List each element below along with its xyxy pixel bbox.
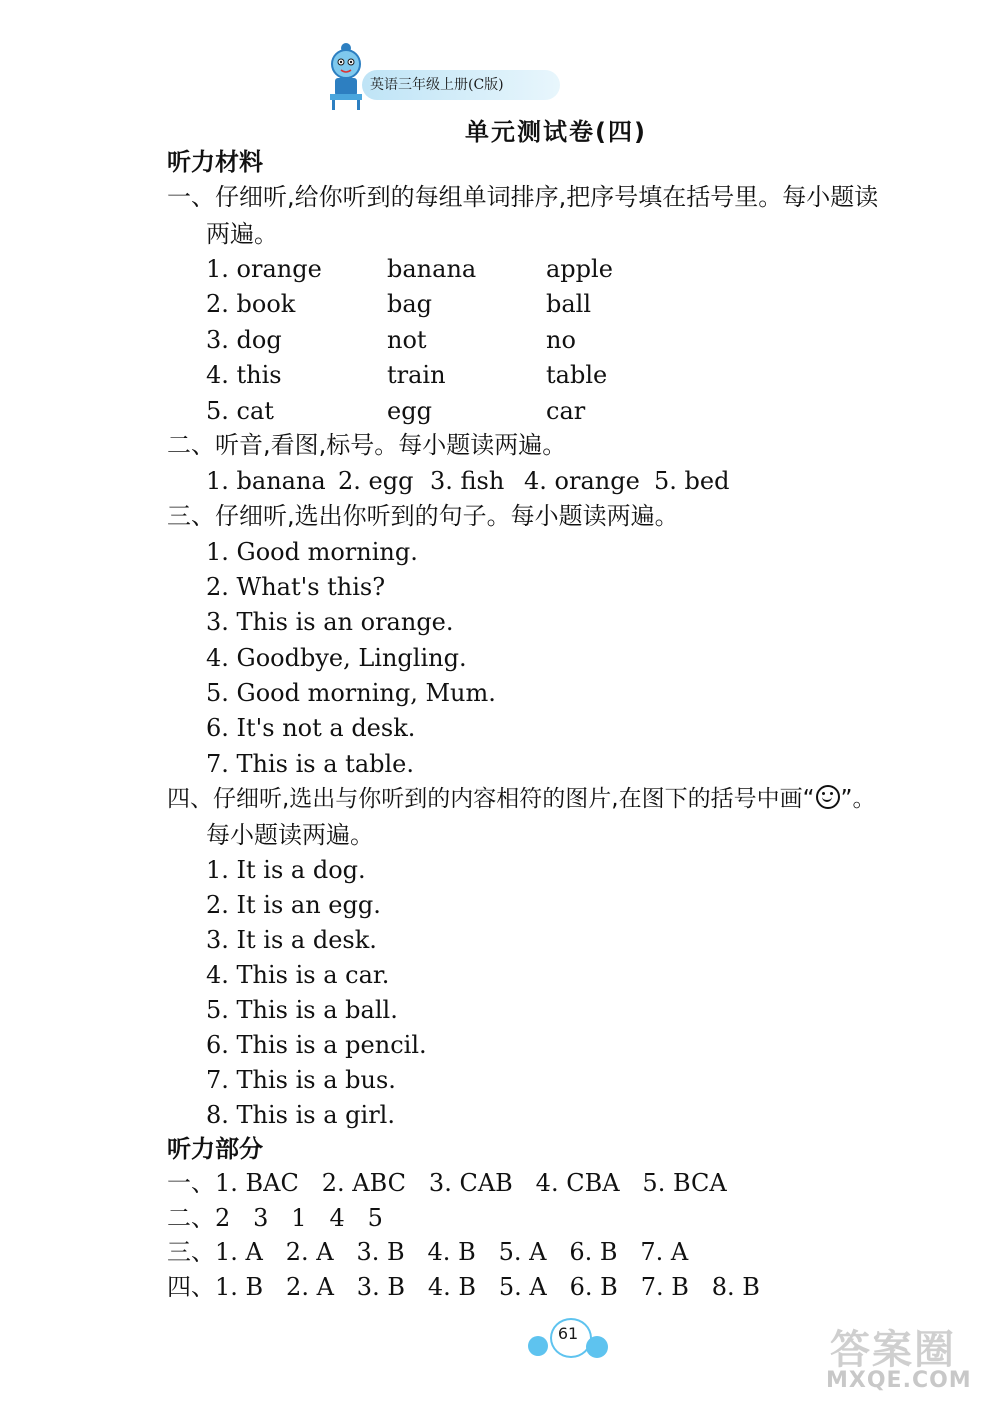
word-cell: 5. cat	[206, 397, 274, 425]
word-cell: car	[546, 397, 586, 425]
section4-instruction-text: 四、仔细听,选出与你听到的内容相符的图片,在图下的括号中画“	[167, 786, 815, 812]
list-item: 1. It is a dog.	[206, 856, 366, 884]
list-item: 3. It is a desk.	[206, 926, 377, 954]
word-cell: banana	[387, 255, 477, 283]
word-cell: train	[387, 361, 446, 389]
watermark	[820, 1318, 990, 1398]
list-item: 2. egg	[338, 467, 414, 495]
word-cell: egg	[387, 397, 432, 425]
list-item: 2. What's this?	[206, 573, 386, 601]
list-item: 5. Good morning, Mum.	[206, 679, 496, 707]
section4-instruction-cont: 每小题读两遍。	[206, 821, 374, 849]
list-item: 7. This is a table.	[206, 750, 414, 778]
girl-mascot-icon	[322, 40, 370, 112]
page-number: 61	[557, 1324, 579, 1343]
word-cell: 1. orange	[206, 255, 322, 283]
list-item: 2. It is an egg.	[206, 891, 381, 919]
word-cell: bag	[387, 290, 433, 318]
word-cell: 2. book	[206, 290, 296, 318]
list-item: 4. This is a car.	[206, 961, 390, 989]
word-cell: 3. dog	[206, 326, 282, 354]
list-item: 7. This is a bus.	[206, 1066, 396, 1094]
list-item: 4. orange	[524, 467, 640, 495]
answer-line: 三、1. A 2. A 3. B 4. B 5. A 6. B 7. A	[167, 1238, 689, 1266]
bubble-icon	[586, 1336, 608, 1358]
book-header	[322, 40, 572, 112]
list-item: 6. It's not a desk.	[206, 714, 416, 742]
section1-instruction-cont: 两遍。	[206, 220, 278, 248]
word-cell: no	[546, 326, 576, 354]
watermark-en: MXQE.COM	[826, 1368, 972, 1393]
word-cell: apple	[546, 255, 613, 283]
list-item: 5. bed	[654, 467, 730, 495]
smiley-face-icon	[816, 785, 840, 809]
word-cell: ball	[546, 290, 592, 318]
answer-line: 二、2 3 1 4 5	[167, 1204, 383, 1232]
answer-line: 一、1. BAC 2. ABC 3. CAB 4. CBA 5. BCA	[167, 1169, 727, 1197]
section4-instruction-end: ”。	[840, 786, 876, 812]
section2-instruction: 二、听音,看图,标号。每小题读两遍。	[167, 431, 567, 459]
bubble-icon	[528, 1336, 548, 1356]
book-title: 英语三年级上册(C版)	[370, 77, 504, 93]
list-item: 8. This is a girl.	[206, 1101, 395, 1129]
page-number-badge	[528, 1318, 608, 1362]
answers-heading: 听力部分	[167, 1135, 263, 1163]
word-cell: not	[387, 326, 427, 354]
list-item: 1. Good morning.	[206, 538, 418, 566]
word-cell: table	[546, 361, 608, 389]
list-item: 3. fish	[430, 467, 505, 495]
page-title: 单元测试卷(四)	[465, 118, 647, 146]
list-item: 3. This is an orange.	[206, 608, 454, 636]
watermark-cn: 答案圈	[830, 1327, 956, 1373]
section4-instruction	[167, 784, 875, 814]
word-cell: 4. this	[206, 361, 282, 389]
list-item: 6. This is a pencil.	[206, 1031, 427, 1059]
list-item: 4. Goodbye, Lingling.	[206, 644, 467, 672]
material-heading: 听力材料	[167, 148, 263, 176]
section1-instruction: 一、仔细听,给你听到的每组单词排序,把序号填在括号里。每小题读	[167, 183, 879, 211]
list-item: 1. banana	[206, 467, 326, 495]
section3-instruction: 三、仔细听,选出你听到的句子。每小题读两遍。	[167, 502, 679, 530]
answer-line: 四、1. B 2. A 3. B 4. B 5. A 6. B 7. B 8. B	[167, 1273, 760, 1301]
list-item: 5. This is a ball.	[206, 996, 398, 1024]
